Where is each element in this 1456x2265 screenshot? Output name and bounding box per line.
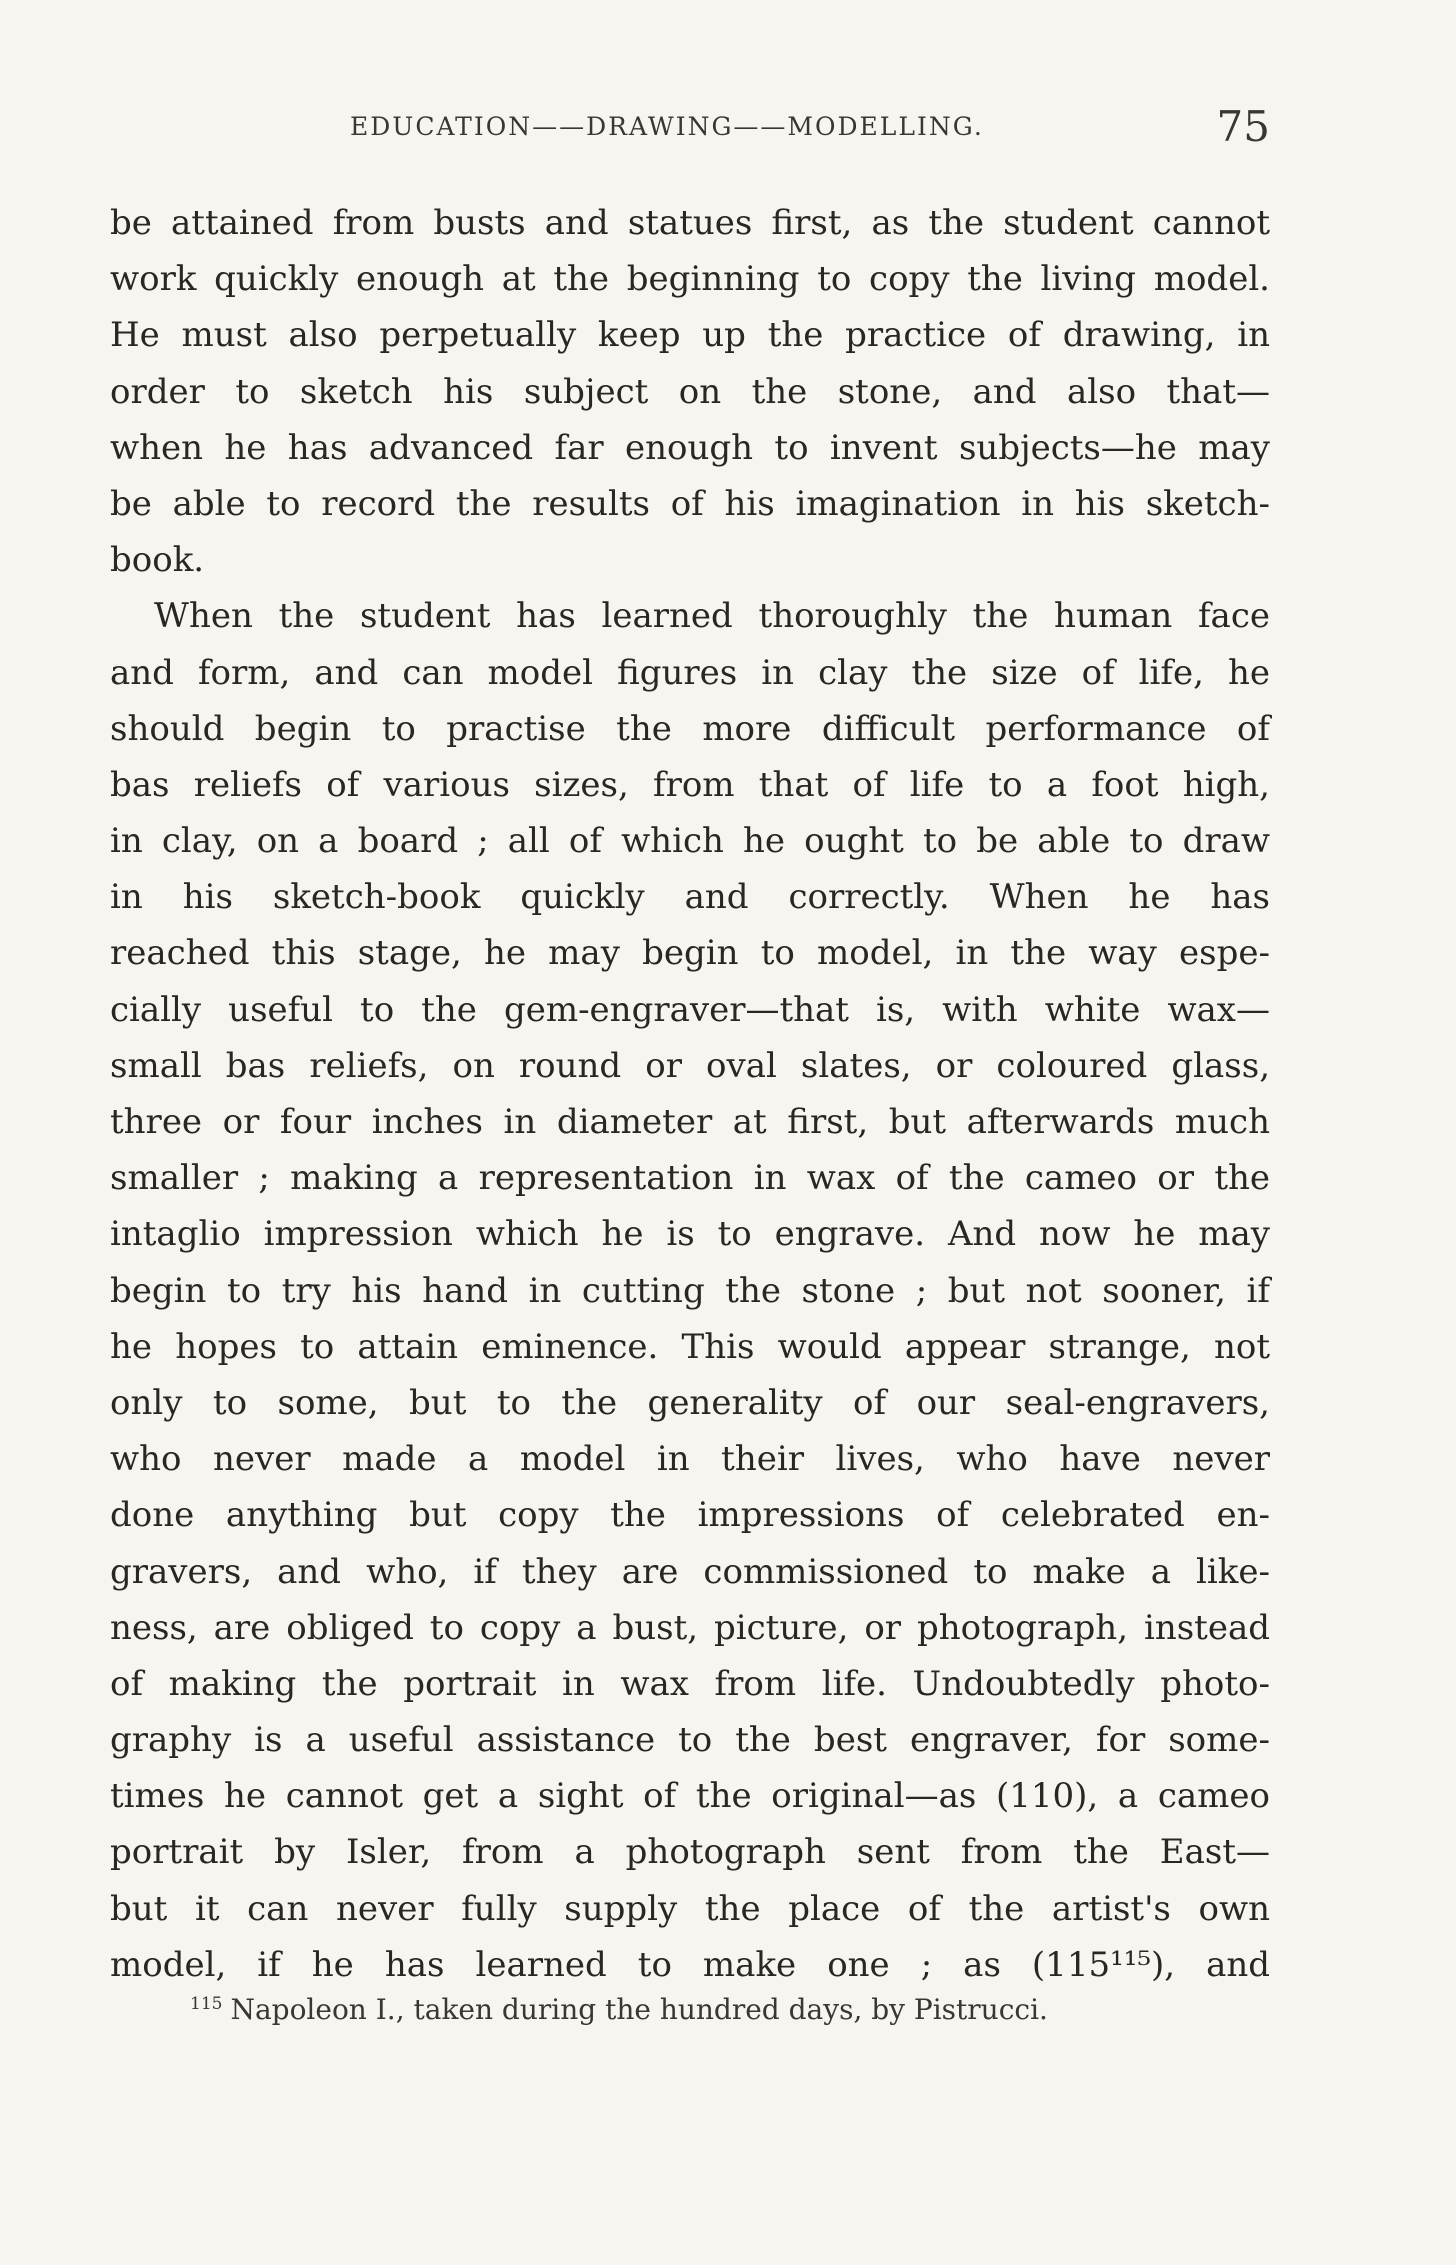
footnote-text: Napoleon I., taken during the hundred days, by Pistrucci. [230,1993,1048,2026]
text-line: three or four inches in diameter at first, but afterwards much [110,1102,1270,1142]
text-line: bas reliefs of various sizes, from that of life to a foot high, [110,764,1270,805]
text-line: begin to try his hand in cutting the stone ; but not sooner, if [110,1270,1270,1311]
running-head: EDUCATION——DRAWING——MODELLING. [350,112,984,141]
text-line: of making the portrait in wax from life. Undoubtedly photo- [110,1663,1270,1704]
text-line: He must also perpetually keep up the practice of drawing, in [110,315,1270,356]
text-line: who never made a model in their lives, who have never [110,1439,1270,1480]
text-line: be able to record the results of his imagination in his sketch- [110,483,1270,524]
text-line: in clay, on a board ; all of which he ought to be able to draw [110,821,1270,862]
paragraph-first-line: When the student has learned thoroughly the human face [154,596,1270,637]
text-line: graphy is a useful assistance to the best engraver, for some- [110,1720,1270,1761]
text-line: gravers, and who, if they are commissioned to make a like- [110,1551,1270,1592]
text-line: intaglio impression which he is to engrave. And now he may [110,1214,1270,1255]
text-line: reached this stage, he may begin to model, in the way espe- [110,933,1270,974]
text-line: be attained from busts and statues first, as the student cannot [110,203,1270,243]
text-line: smaller ; making a representation in wax of the cameo or the [110,1158,1270,1199]
body-text [110,195,1270,1993]
text-line: and form, and can model figures in clay the size of life, he [110,652,1270,693]
text-line: order to sketch his subject on the stone, and also that— [110,371,1270,412]
text-line: portrait by Isler, from a photograph sent from the East— [110,1832,1270,1873]
text-line: times he cannot get a sight of the original—as (110), a cameo [110,1776,1270,1817]
footnote [190,1993,1048,2026]
text-line: work quickly enough at the beginning to copy the living model. [110,259,1270,300]
text-line: but it can never fully supply the place of the artist's own [110,1888,1270,1929]
footnote-marker: 115 [190,1993,223,2014]
text-line: should begin to practise the more difficult performance of [110,708,1270,749]
text-line: small bas reliefs, on round or oval slates, or coloured glass, [110,1045,1270,1086]
text-line: only to some, but to the generality of our seal-engravers, [110,1382,1270,1423]
text-line: ness, are obliged to copy a bust, picture, or photograph, instead [110,1607,1270,1648]
text-line: in his sketch-book quickly and correctly. When he has [110,877,1270,918]
text-line: model, if he has learned to make one ; as (115¹¹⁵), and [110,1944,1270,1985]
text-line: book. [110,540,205,581]
text-line: when he has advanced far enough to invent subjects—he may [110,427,1270,468]
text-line: he hopes to attain eminence. This would appear strange, not [110,1326,1270,1367]
page-header [110,100,1270,150]
text-line: cially useful to the gem-engraver—that is, with white wax— [110,989,1270,1030]
page-number: 75 [1216,102,1270,151]
text-line: done anything but copy the impressions of celebrated en- [110,1495,1270,1536]
